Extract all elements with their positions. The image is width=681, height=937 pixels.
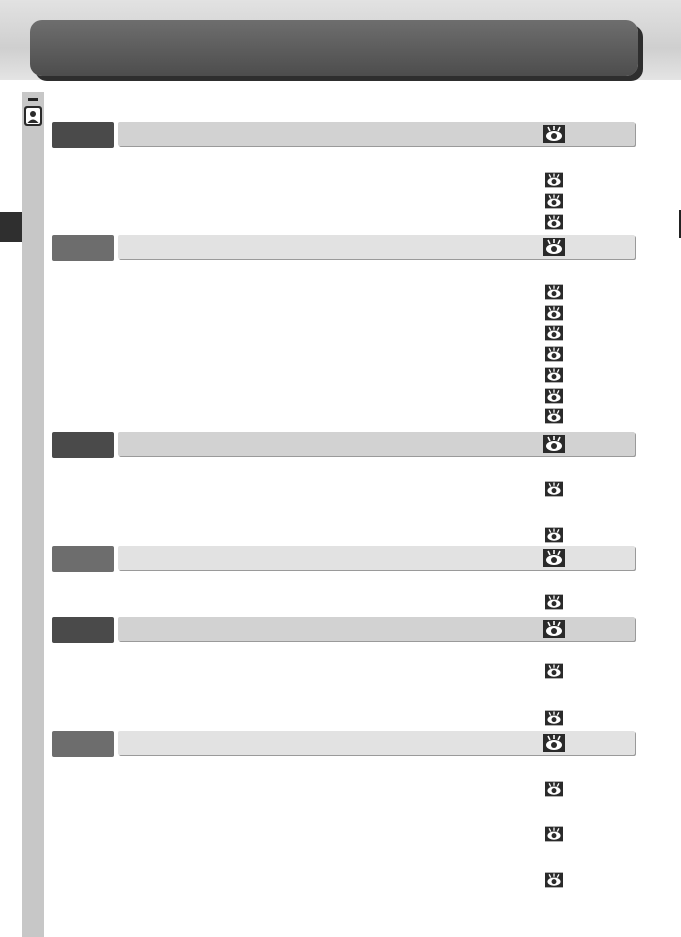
section-header-4	[52, 546, 637, 573]
section-reference-eye-icon	[543, 238, 561, 254]
reference-eye-icon	[545, 872, 563, 888]
section-tag	[52, 432, 114, 458]
reference-eye-icon	[545, 408, 563, 424]
reference-eye-icon	[545, 325, 563, 341]
reference-eye-icon	[545, 388, 563, 404]
reference-eye-icon	[545, 594, 563, 610]
section-header-3	[52, 432, 637, 459]
chapter-tab	[0, 212, 22, 242]
reference-eye-icon	[545, 367, 563, 383]
section-header-1	[52, 122, 637, 149]
section-reference-eye-icon	[543, 435, 561, 451]
section-header-2	[52, 235, 637, 262]
reference-eye-icon	[545, 826, 563, 842]
reference-eye-icon	[545, 346, 563, 362]
section-reference-eye-icon	[543, 549, 561, 565]
reference-eye-icon	[545, 214, 563, 230]
section-tag	[52, 617, 114, 643]
reference-eye-icon	[545, 781, 563, 797]
section-tag	[52, 122, 114, 148]
reference-eye-icon	[545, 481, 563, 497]
reference-eye-icon	[545, 663, 563, 679]
section-header-6	[52, 731, 637, 758]
section-tag	[52, 731, 114, 757]
reference-eye-icon	[545, 305, 563, 321]
section-tag	[52, 546, 114, 572]
chapter-title-bar	[30, 20, 638, 76]
reference-eye-icon	[545, 193, 563, 209]
section-tag	[52, 235, 114, 261]
reference-eye-icon	[545, 527, 563, 543]
reference-eye-icon	[545, 172, 563, 188]
reference-eye-icon	[545, 710, 563, 726]
section-reference-eye-icon	[543, 125, 561, 141]
reference-eye-icon	[545, 284, 563, 300]
camera-portrait-icon	[23, 97, 43, 130]
section-reference-eye-icon	[543, 734, 561, 750]
section-reference-eye-icon	[543, 620, 561, 636]
side-strip	[22, 92, 44, 937]
section-header-5	[52, 617, 637, 644]
